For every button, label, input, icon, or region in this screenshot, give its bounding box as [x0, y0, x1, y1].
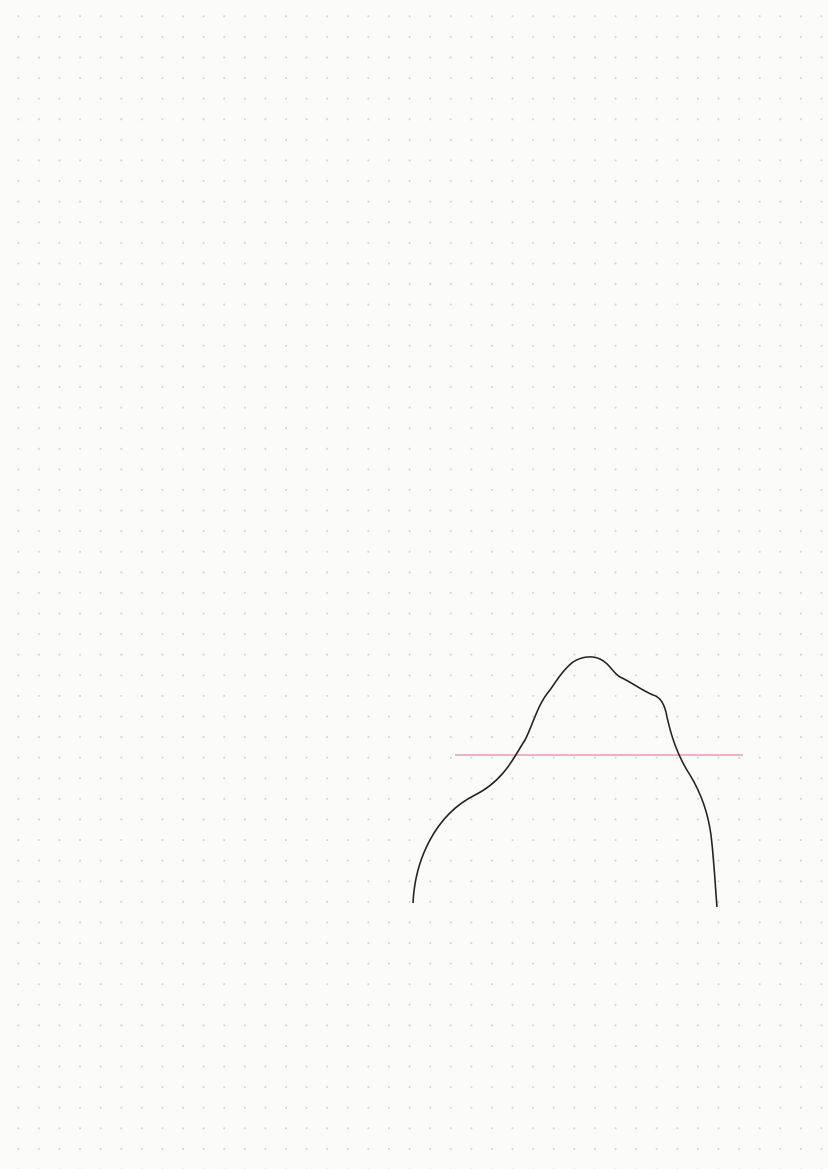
iceberg-diagram [405, 645, 805, 915]
iceberg-outline [413, 657, 717, 907]
